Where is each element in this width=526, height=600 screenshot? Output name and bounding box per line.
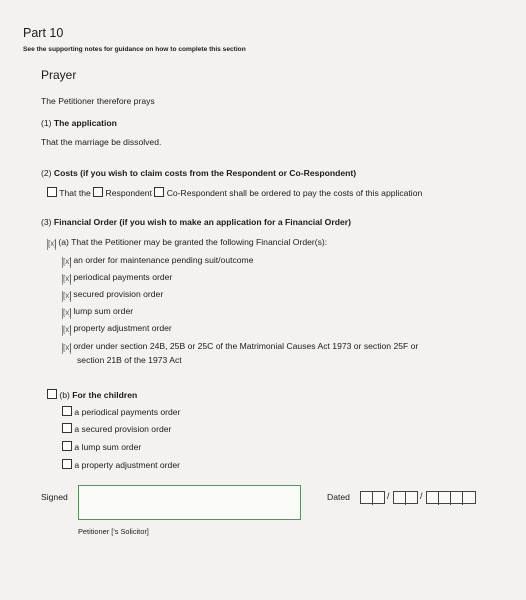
children-row bbox=[47, 389, 137, 400]
financial-a-row bbox=[47, 237, 327, 250]
financial-a-checkbox[interactable]: [x] bbox=[48, 239, 57, 248]
order-item bbox=[62, 306, 133, 319]
costs-respondent-label: Respondent bbox=[105, 188, 152, 198]
date-cell-divider bbox=[372, 492, 373, 505]
dated-label: Dated bbox=[327, 492, 350, 502]
order-item bbox=[62, 341, 418, 354]
order-property-checkbox[interactable]: [x] bbox=[63, 325, 72, 334]
costs-that-the-label: That the bbox=[59, 188, 91, 198]
date-separator: / bbox=[387, 491, 390, 501]
costs-co-respondent-checkbox[interactable] bbox=[154, 187, 164, 197]
order-label: lump sum order bbox=[73, 306, 134, 316]
section-title: Prayer bbox=[41, 68, 77, 82]
order-item bbox=[62, 272, 172, 285]
supporting-note: See the supporting notes for guidance on how to complete this section bbox=[23, 46, 246, 53]
financial-a-text: That the Petitioner may be granted the following Financial Order(s): bbox=[71, 237, 328, 247]
costs-number: (2) bbox=[41, 168, 52, 178]
children-heading: For the children bbox=[72, 390, 138, 400]
order-label: secured provision order bbox=[73, 289, 164, 299]
costs-heading-text: Costs (if you wish to claim costs from the Respondent or Co-Respondent) bbox=[53, 168, 357, 178]
signature-field[interactable] bbox=[78, 485, 301, 520]
date-year-field[interactable] bbox=[426, 491, 476, 504]
children-periodical-checkbox[interactable] bbox=[62, 406, 72, 416]
order-label: periodical payments order bbox=[73, 272, 173, 282]
children-order-item bbox=[62, 459, 180, 470]
application-text: That the marriage be dissolved. bbox=[41, 137, 162, 147]
order-lump-sum-checkbox[interactable]: [x] bbox=[63, 308, 72, 317]
application-heading-text: The application bbox=[53, 118, 117, 128]
children-checkbox[interactable] bbox=[47, 389, 57, 399]
intro-text: The Petitioner therefore prays bbox=[41, 96, 155, 106]
children-order-item bbox=[62, 423, 171, 434]
part-title: Part 10 bbox=[23, 26, 64, 40]
date-cell-divider bbox=[450, 492, 451, 505]
date-cell-divider bbox=[462, 492, 463, 505]
date-separator: / bbox=[420, 491, 423, 501]
children-order-item bbox=[62, 406, 180, 417]
order-section-line1: order under section 24B, 25B or 25C of the Matrimonial Causes Act 1973 or section 25F or bbox=[73, 341, 419, 351]
date-month-field[interactable] bbox=[393, 491, 418, 504]
application-heading bbox=[41, 118, 117, 128]
date-day-field[interactable] bbox=[360, 491, 385, 504]
signed-label: Signed bbox=[41, 492, 68, 502]
order-item bbox=[62, 323, 172, 336]
children-order-label: a secured provision order bbox=[74, 424, 172, 434]
date-cell-divider bbox=[405, 492, 406, 505]
children-label: (b) bbox=[59, 390, 70, 400]
children-secured-checkbox[interactable] bbox=[62, 423, 72, 433]
order-section-checkbox[interactable]: [x] bbox=[63, 343, 72, 352]
financial-a-label: (a) bbox=[58, 237, 69, 247]
financial-number: (3) bbox=[41, 217, 52, 227]
date-cell-divider bbox=[438, 492, 439, 505]
application-number: (1) bbox=[41, 118, 52, 128]
children-order-label: a lump sum order bbox=[74, 442, 142, 452]
children-lump-sum-checkbox[interactable] bbox=[62, 441, 72, 451]
costs-heading bbox=[41, 168, 356, 178]
financial-heading-text: Financial Order (if you wish to make an application for a Financial Order) bbox=[53, 217, 351, 227]
order-secured-checkbox[interactable]: [x] bbox=[63, 291, 72, 300]
order-maintenance-checkbox[interactable]: [x] bbox=[63, 257, 72, 266]
order-item bbox=[62, 255, 254, 268]
children-property-checkbox[interactable] bbox=[62, 459, 72, 469]
financial-heading bbox=[41, 217, 351, 227]
costs-co-respondent-label: Co-Respondent shall be ordered to pay the costs of this application bbox=[166, 188, 423, 198]
costs-row bbox=[47, 187, 422, 198]
children-order-item bbox=[62, 441, 141, 452]
order-section-line2: section 21B of the 1973 Act bbox=[77, 355, 182, 365]
order-label: property adjustment order bbox=[73, 323, 172, 333]
costs-that-the-checkbox[interactable] bbox=[47, 187, 57, 197]
children-order-label: a property adjustment order bbox=[74, 460, 180, 470]
order-item bbox=[62, 289, 163, 302]
signature-caption: Petitioner ['s Solicitor] bbox=[78, 527, 149, 536]
order-periodical-checkbox[interactable]: [x] bbox=[63, 274, 72, 283]
order-label: an order for maintenance pending suit/outcome bbox=[73, 255, 254, 265]
costs-respondent-checkbox[interactable] bbox=[93, 187, 103, 197]
children-order-label: a periodical payments order bbox=[74, 407, 181, 417]
